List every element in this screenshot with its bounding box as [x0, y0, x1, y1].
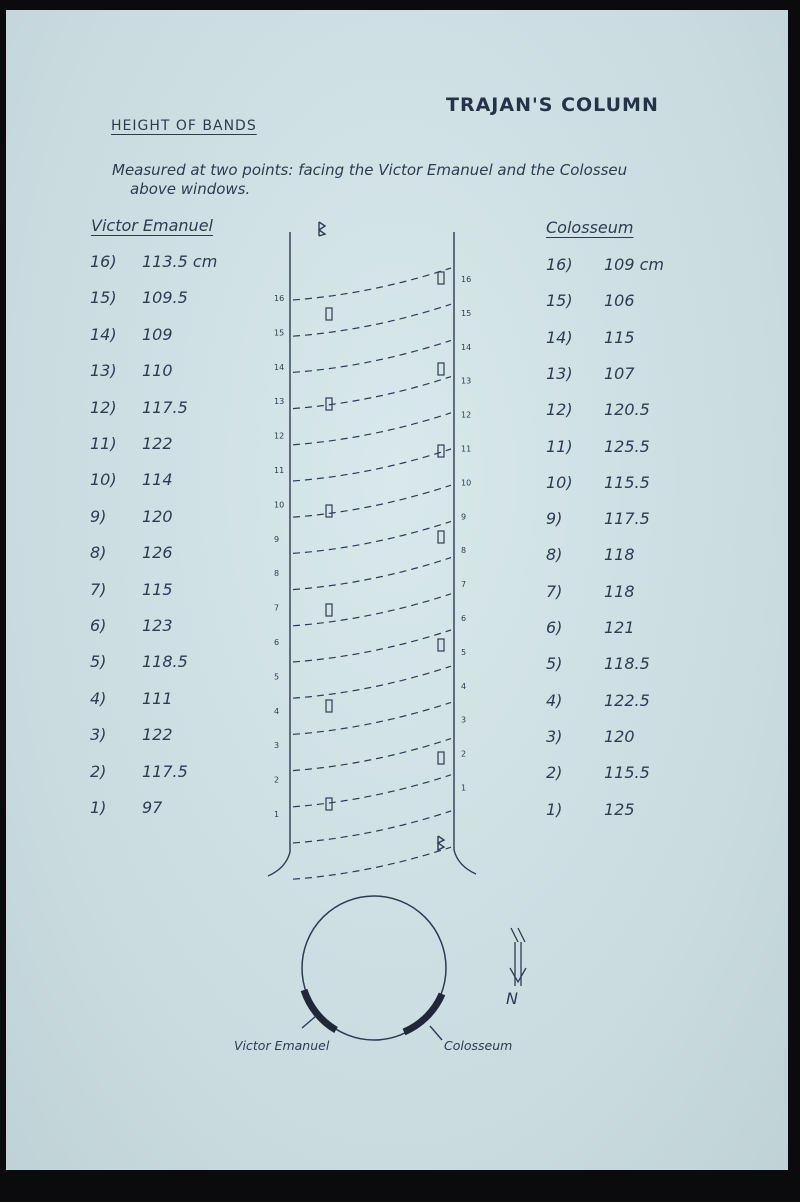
band-height: 125: [604, 799, 635, 819]
band-height: 126: [142, 543, 173, 563]
left-band-number: 16: [274, 294, 285, 303]
left-band-number: 4: [274, 706, 280, 716]
window-mark: [326, 798, 332, 810]
band-number: 1): [90, 798, 107, 817]
window-mark: [438, 531, 444, 543]
band-number: 4): [546, 690, 563, 710]
band-height: 120: [142, 506, 173, 526]
colosseum-label: Colosseum: [444, 1038, 513, 1053]
right-band-number: 14: [461, 342, 472, 352]
band-number: 13): [546, 363, 573, 383]
band-height: 120.5: [604, 400, 650, 420]
band-line: [293, 847, 451, 879]
colosseum-pointer: [430, 1026, 442, 1040]
band-number: 11): [90, 434, 117, 453]
band-line: [293, 413, 451, 445]
band-line: [293, 268, 451, 300]
band-height: 118: [604, 581, 635, 601]
left-band-number: 8: [274, 569, 280, 579]
band-number: 9): [546, 509, 563, 529]
victor-emanuel-heading: Victor Emanuel: [91, 216, 213, 235]
band-height: 115: [604, 327, 635, 347]
window-mark: [438, 363, 444, 375]
band-line: [293, 558, 451, 590]
left-band-number: 2: [274, 775, 280, 785]
band-line: [293, 702, 451, 734]
band-number: 2): [90, 761, 107, 781]
band-height: 120: [604, 726, 635, 746]
band-height: 109.5: [142, 288, 188, 308]
band-height: 97: [142, 798, 163, 817]
band-number: 8): [90, 543, 107, 563]
band-number: 14): [90, 324, 117, 344]
right-band-number: 10: [461, 478, 472, 488]
band-number: 14): [546, 327, 573, 347]
north-arrow-icon: [510, 928, 526, 986]
band-number: 13): [90, 361, 117, 381]
band-number: 10): [90, 470, 117, 490]
band-height: 118: [604, 545, 635, 565]
victor-emanuel-label: Victor Emanuel: [234, 1038, 330, 1053]
right-band-number: 2: [461, 749, 467, 759]
north-label: N: [506, 989, 518, 1008]
left-band-number: 12: [274, 431, 285, 441]
victor-emanuel-arc: [304, 990, 336, 1030]
band-number: 2): [546, 763, 563, 783]
window-mark: [326, 308, 332, 320]
window-mark: [438, 272, 444, 284]
band-height: 117.5: [142, 761, 188, 781]
left-band-number: 14: [274, 362, 285, 372]
band-number: 5): [546, 654, 563, 674]
band-height: 115.5: [604, 763, 650, 783]
left-band-number: 3: [274, 741, 280, 751]
band-number: 6): [90, 616, 107, 635]
left-band-number: 9: [274, 534, 280, 544]
band-number: 15): [546, 291, 573, 311]
window-mark: [326, 700, 332, 712]
right-band-number: 8: [461, 546, 467, 556]
band-number: 7): [90, 579, 107, 599]
band-number: 9): [90, 506, 107, 526]
band-height: 125.5: [604, 436, 650, 456]
band-number: 4): [90, 688, 107, 708]
window-mark: [326, 505, 332, 517]
band-line: [293, 340, 451, 372]
right-band-number: 13: [461, 376, 472, 386]
band-number: 15): [90, 288, 117, 308]
left-band-number: 5: [274, 672, 280, 682]
band-line: [293, 304, 451, 336]
band-number: 12): [546, 400, 573, 420]
right-band-number: 3: [461, 715, 467, 725]
left-band-number: 11: [274, 466, 285, 475]
band-height: 114: [142, 470, 173, 490]
band-height: 115: [142, 579, 173, 599]
left-band-number: 13: [274, 397, 285, 407]
right-band-number: 5: [461, 647, 467, 657]
band-height: 122: [142, 725, 173, 745]
band-line: [293, 594, 451, 626]
window-mark: [438, 445, 444, 457]
band-line: [293, 666, 451, 698]
band-height: 109: [142, 324, 173, 344]
victor-emanuel-pointer: [302, 1016, 316, 1028]
paper-sheet: [6, 10, 788, 1170]
band-line: [293, 739, 451, 771]
band-height: 110: [142, 361, 173, 381]
window-mark: [326, 604, 332, 616]
right-band-number: 4: [461, 681, 467, 691]
right-band-number: 11: [461, 444, 472, 454]
band-height: 118.5: [604, 654, 650, 674]
band-line: [293, 449, 451, 481]
band-height: 109 cm: [604, 255, 665, 274]
measurement-note-line2: above windows.: [130, 180, 251, 198]
colosseum-heading: Colosseum: [546, 218, 634, 237]
right-band-number: 1: [461, 783, 467, 793]
band-line: [293, 630, 451, 662]
colosseum-arc: [404, 994, 442, 1032]
band-number: 10): [546, 472, 573, 492]
capital-icon: [319, 222, 325, 236]
band-number: 8): [546, 545, 563, 565]
band-number: 3): [90, 725, 107, 745]
band-height: 107: [604, 363, 635, 383]
band-number: 3): [546, 726, 563, 746]
band-line: [293, 377, 451, 409]
band-height: 115.5: [604, 472, 650, 492]
band-number: 5): [90, 652, 107, 672]
left-band-number: 15: [274, 328, 285, 338]
left-band-number: 10: [274, 500, 285, 510]
window-mark: [438, 639, 444, 651]
band-height: 106: [604, 291, 635, 311]
right-band-number: 7: [461, 580, 467, 590]
band-number: 7): [546, 581, 563, 601]
band-number: 16): [90, 252, 117, 271]
left-band-number: 1: [274, 810, 280, 819]
band-number: 11): [546, 436, 573, 456]
band-line: [293, 811, 451, 843]
band-height: 113.5 cm: [142, 252, 218, 271]
band-line: [293, 775, 451, 807]
base-icon: [438, 836, 444, 850]
page-title: TRAJAN'S COLUMN: [446, 94, 659, 116]
right-band-number: 9: [461, 512, 467, 522]
band-height: 122.5: [604, 690, 650, 710]
band-line: [293, 521, 451, 553]
measurement-note-line1: Measured at two points: facing the Victor Emanuel and the Colosseu: [112, 161, 628, 179]
right-band-number: 6: [461, 614, 467, 623]
band-height: 121: [604, 618, 635, 637]
band-number: 1): [546, 799, 563, 819]
band-number: 12): [90, 397, 117, 417]
right-band-number: 16: [461, 275, 472, 284]
right-band-number: 12: [461, 410, 472, 420]
band-line: [293, 485, 451, 517]
column-diagram: [6, 10, 788, 1170]
band-height: 117.5: [604, 509, 650, 529]
left-band-number: 6: [274, 638, 280, 647]
band-height: 123: [142, 616, 173, 635]
band-height: 122: [142, 434, 173, 453]
band-height: 118.5: [142, 652, 188, 672]
page-subtitle: HEIGHT OF BANDS: [111, 118, 257, 134]
band-number: 6): [546, 618, 563, 637]
left-band-number: 7: [274, 603, 280, 613]
band-height: 111: [142, 688, 173, 708]
band-height: 117.5: [142, 397, 188, 417]
band-number: 16): [546, 255, 573, 274]
right-band-number: 15: [461, 308, 472, 318]
window-mark: [438, 752, 444, 764]
